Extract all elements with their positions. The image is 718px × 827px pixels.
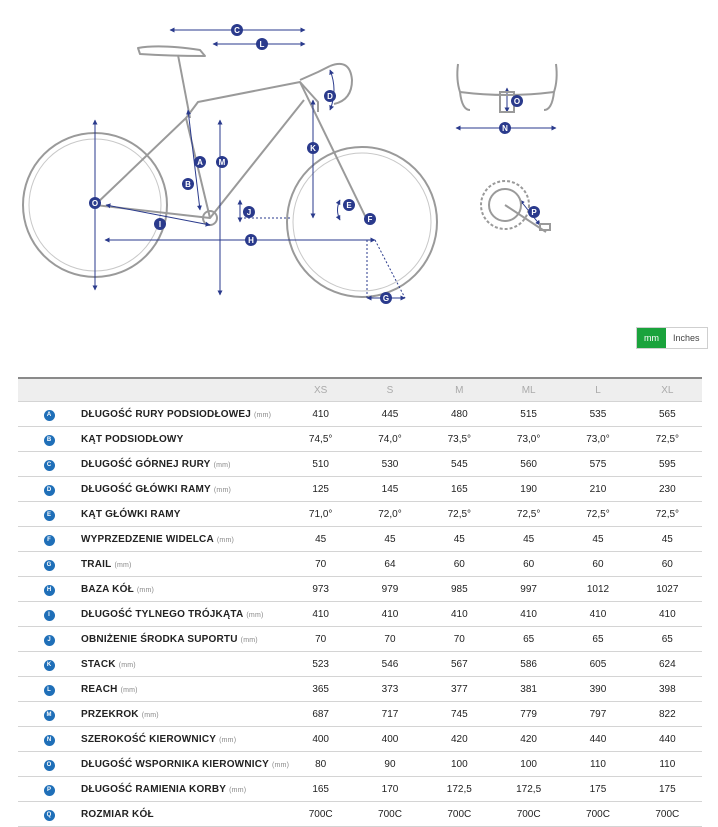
size-header: XL bbox=[633, 378, 702, 402]
table-cell: 172,5 bbox=[494, 777, 563, 802]
row-letter-badge: E bbox=[44, 510, 55, 521]
table-cell: 605 bbox=[563, 652, 632, 677]
row-letter-badge: K bbox=[44, 660, 55, 671]
row-label: DŁUGOŚĆ GÓRNEJ RURY bbox=[81, 458, 211, 470]
table-cell: 565 bbox=[633, 402, 702, 427]
table-cell: 797 bbox=[563, 702, 632, 727]
table-row bbox=[18, 552, 702, 577]
table-cell: 575 bbox=[563, 452, 632, 477]
table-cell: 687 bbox=[286, 702, 355, 727]
letter-J bbox=[243, 206, 255, 218]
table-cell: 523 bbox=[286, 652, 355, 677]
svg-text:L: L bbox=[259, 40, 265, 49]
table-cell: 595 bbox=[633, 452, 702, 477]
table-row bbox=[18, 452, 702, 477]
table-cell: 410 bbox=[494, 602, 563, 627]
table-cell: 170 bbox=[355, 777, 424, 802]
row-letter-badge: O bbox=[44, 760, 55, 771]
front-wheel bbox=[287, 147, 437, 297]
table-cell: 80 bbox=[286, 752, 355, 777]
table-cell: 390 bbox=[563, 677, 632, 702]
table-cell: 175 bbox=[633, 777, 702, 802]
svg-text:E: E bbox=[346, 201, 352, 210]
table-cell: 165 bbox=[425, 477, 494, 502]
table-cell: 45 bbox=[425, 527, 494, 552]
table-cell: 210 bbox=[563, 477, 632, 502]
table-cell: 440 bbox=[633, 727, 702, 752]
letter-E bbox=[343, 199, 355, 211]
table-row bbox=[18, 752, 702, 777]
svg-text:J: J bbox=[246, 208, 252, 217]
letter-O-handlebar bbox=[511, 95, 523, 107]
row-label: BAZA KÓŁ bbox=[81, 583, 134, 595]
row-label: DŁUGOŚĆ TYLNEGO TRÓJKĄTA bbox=[81, 608, 244, 620]
row-letter-badge: P bbox=[44, 785, 55, 796]
table-cell: 60 bbox=[633, 552, 702, 577]
table-cell: 74,5° bbox=[286, 427, 355, 452]
row-letter-badge: B bbox=[44, 435, 55, 446]
table-cell: 997 bbox=[494, 577, 563, 602]
table-cell: 110 bbox=[633, 752, 702, 777]
row-unit: (mm) bbox=[136, 586, 155, 594]
row-letter-badge: H bbox=[44, 585, 55, 596]
table-cell: 72,5° bbox=[633, 427, 702, 452]
table-cell: 700C bbox=[286, 802, 355, 827]
table-cell: 100 bbox=[425, 752, 494, 777]
table-cell: 985 bbox=[425, 577, 494, 602]
row-unit: (mm) bbox=[272, 761, 290, 769]
table-cell: 70 bbox=[286, 552, 355, 577]
table-cell: 700C bbox=[633, 802, 702, 827]
table-cell: 145 bbox=[355, 477, 424, 502]
table-cell: 410 bbox=[286, 602, 355, 627]
table-cell: 973 bbox=[286, 577, 355, 602]
row-label: KĄT PODSIODŁOWY bbox=[81, 433, 184, 445]
row-letter-badge: D bbox=[44, 485, 55, 496]
table-cell: 567 bbox=[425, 652, 494, 677]
svg-text:N: N bbox=[502, 124, 508, 133]
table-cell: 73,0° bbox=[563, 427, 632, 452]
table-cell: 90 bbox=[355, 752, 424, 777]
row-unit: (mm) bbox=[240, 636, 258, 644]
table-cell: 400 bbox=[286, 727, 355, 752]
letter-P bbox=[528, 206, 540, 218]
table-cell: 586 bbox=[494, 652, 563, 677]
row-unit: (mm) bbox=[141, 711, 159, 719]
row-label: ROZMIAR KÓŁ bbox=[81, 808, 154, 820]
table-cell: 420 bbox=[494, 727, 563, 752]
table-cell: 230 bbox=[633, 477, 702, 502]
table-cell: 700C bbox=[425, 802, 494, 827]
letter-L bbox=[256, 38, 268, 50]
row-label: DŁUGOŚĆ GŁÓWKI RAMY bbox=[81, 483, 211, 495]
table-cell: 717 bbox=[355, 702, 424, 727]
svg-text:O: O bbox=[513, 97, 521, 106]
row-label: DŁUGOŚĆ RURY PODSIODŁOWEJ bbox=[81, 408, 252, 420]
row-label: REACH bbox=[81, 683, 118, 695]
table-cell: 400 bbox=[355, 727, 424, 752]
letter-G bbox=[380, 292, 392, 304]
table-cell: 745 bbox=[425, 702, 494, 727]
letter-B bbox=[182, 178, 194, 190]
table-cell: 60 bbox=[563, 552, 632, 577]
table-cell: 410 bbox=[633, 602, 702, 627]
table-cell: 73,0° bbox=[494, 427, 563, 452]
letter-D bbox=[324, 90, 336, 102]
letter-F bbox=[364, 213, 376, 225]
svg-text:D: D bbox=[327, 92, 333, 101]
row-letter-badge: L bbox=[44, 685, 55, 696]
size-header: M bbox=[425, 378, 494, 402]
table-row bbox=[18, 727, 702, 752]
table-cell: 72,5° bbox=[425, 502, 494, 527]
row-label: WYPRZEDZENIE WIDELCA bbox=[81, 533, 214, 545]
table-cell: 365 bbox=[286, 677, 355, 702]
table-cell: 60 bbox=[425, 552, 494, 577]
row-unit: (mm) bbox=[246, 611, 264, 619]
row-unit: (mm) bbox=[120, 686, 138, 694]
table-cell: 779 bbox=[494, 702, 563, 727]
table-row bbox=[18, 652, 702, 677]
table-cell: 440 bbox=[563, 727, 632, 752]
size-header: S bbox=[355, 378, 424, 402]
letter-H bbox=[245, 234, 257, 246]
mm-unit-button[interactable]: mm bbox=[637, 328, 666, 348]
row-letter-badge: F bbox=[44, 535, 55, 546]
svg-text:A: A bbox=[197, 158, 203, 167]
row-label: OBNIŻENIE ŚRODKA SUPORTU bbox=[81, 633, 238, 645]
table-cell: 546 bbox=[355, 652, 424, 677]
row-letter-badge: J bbox=[44, 635, 55, 646]
table-cell: 60 bbox=[494, 552, 563, 577]
row-label: SZEROKOŚĆ KIEROWNICY bbox=[81, 733, 217, 745]
table-cell: 72,5° bbox=[494, 502, 563, 527]
row-letter-badge: A bbox=[44, 410, 55, 421]
row-letter-badge: N bbox=[44, 735, 55, 746]
table-cell: 624 bbox=[633, 652, 702, 677]
row-unit: (mm) bbox=[229, 786, 247, 794]
table-cell: 65 bbox=[563, 627, 632, 652]
table-cell: 560 bbox=[494, 452, 563, 477]
table-cell: 410 bbox=[355, 602, 424, 627]
table-cell: 398 bbox=[633, 677, 702, 702]
svg-text:C: C bbox=[234, 26, 240, 35]
row-letter-badge: G bbox=[44, 560, 55, 571]
table-cell: 373 bbox=[355, 677, 424, 702]
table-cell: 1012 bbox=[563, 577, 632, 602]
table-cell: 73,5° bbox=[425, 427, 494, 452]
svg-text:H: H bbox=[248, 236, 254, 245]
table-row bbox=[18, 602, 702, 627]
crankset-detail bbox=[481, 181, 550, 232]
row-letter-badge: C bbox=[44, 460, 55, 471]
table-cell: 71,0° bbox=[286, 502, 355, 527]
row-label: DŁUGOŚĆ WSPORNIKA KIEROWNICY bbox=[81, 758, 270, 770]
letter-K bbox=[307, 142, 319, 154]
table-cell: 72,5° bbox=[563, 502, 632, 527]
svg-text:M: M bbox=[218, 158, 226, 167]
table-cell: 70 bbox=[286, 627, 355, 652]
table-cell: 410 bbox=[425, 602, 494, 627]
row-letter-badge: Q bbox=[44, 810, 55, 821]
bike-frame bbox=[95, 46, 368, 225]
table-row bbox=[18, 477, 702, 502]
table-cell: 535 bbox=[563, 402, 632, 427]
table-cell: 100 bbox=[494, 752, 563, 777]
letter-C bbox=[231, 24, 243, 36]
row-label: PRZEKROK bbox=[81, 708, 139, 720]
table-cell: 72,5° bbox=[633, 502, 702, 527]
table-cell: 64 bbox=[355, 552, 424, 577]
letter-M bbox=[216, 156, 228, 168]
table-row bbox=[18, 627, 702, 652]
table-row bbox=[18, 502, 702, 527]
bike-geometry-diagram bbox=[0, 0, 718, 330]
table-cell: 45 bbox=[633, 527, 702, 552]
table-cell: 45 bbox=[563, 527, 632, 552]
table-cell: 545 bbox=[425, 452, 494, 477]
table-cell: 125 bbox=[286, 477, 355, 502]
table-cell: 190 bbox=[494, 477, 563, 502]
row-unit: (mm) bbox=[114, 561, 132, 569]
table-cell: 700C bbox=[563, 802, 632, 827]
table-cell: 1027 bbox=[633, 577, 702, 602]
table-cell: 45 bbox=[286, 527, 355, 552]
table-cell: 510 bbox=[286, 452, 355, 477]
svg-text:I: I bbox=[158, 220, 162, 229]
table-row bbox=[18, 427, 702, 452]
row-letter-badge: M bbox=[44, 710, 55, 721]
table-cell: 410 bbox=[563, 602, 632, 627]
table-row bbox=[18, 777, 702, 802]
geometry-table bbox=[18, 377, 702, 827]
table-cell: 172,5 bbox=[425, 777, 494, 802]
table-cell: 70 bbox=[355, 627, 424, 652]
row-unit: (mm) bbox=[118, 661, 136, 669]
svg-text:G: G bbox=[382, 294, 390, 303]
table-cell: 377 bbox=[425, 677, 494, 702]
table-cell: 74,0° bbox=[355, 427, 424, 452]
table-row bbox=[18, 527, 702, 552]
row-unit: (mm) bbox=[254, 411, 272, 419]
table-cell: 515 bbox=[494, 402, 563, 427]
letter-A bbox=[194, 156, 206, 168]
table-cell: 72,0° bbox=[355, 502, 424, 527]
inches-unit-button[interactable]: Inches bbox=[673, 333, 700, 343]
table-cell: 165 bbox=[286, 777, 355, 802]
table-cell: 979 bbox=[355, 577, 424, 602]
row-unit: (mm) bbox=[216, 536, 235, 544]
svg-text:P: P bbox=[531, 208, 537, 217]
letter-N bbox=[499, 122, 511, 134]
table-row bbox=[18, 802, 702, 827]
table-cell: 65 bbox=[494, 627, 563, 652]
table-cell: 445 bbox=[355, 402, 424, 427]
table-cell: 110 bbox=[563, 752, 632, 777]
svg-text:K: K bbox=[310, 144, 316, 153]
svg-text:F: F bbox=[367, 215, 373, 224]
row-unit: (mm) bbox=[213, 486, 232, 494]
table-row bbox=[18, 677, 702, 702]
table-cell: 410 bbox=[286, 402, 355, 427]
row-label: DŁUGOŚĆ RAMIENIA KORBY bbox=[81, 783, 227, 795]
size-header: L bbox=[563, 378, 632, 402]
table-cell: 700C bbox=[494, 802, 563, 827]
table-cell: 700C bbox=[355, 802, 424, 827]
table-cell: 45 bbox=[494, 527, 563, 552]
table-cell: 381 bbox=[494, 677, 563, 702]
row-unit: (mm) bbox=[213, 461, 231, 469]
table-row bbox=[18, 402, 702, 427]
svg-text:B: B bbox=[185, 180, 191, 189]
table-cell: 480 bbox=[425, 402, 494, 427]
table-cell: 45 bbox=[355, 527, 424, 552]
row-label: STACK bbox=[81, 658, 116, 670]
table-cell: 70 bbox=[425, 627, 494, 652]
letter-I bbox=[154, 218, 166, 230]
svg-text:O: O bbox=[91, 199, 99, 208]
table-cell: 420 bbox=[425, 727, 494, 752]
row-letter-badge: I bbox=[44, 610, 55, 621]
row-unit: (mm) bbox=[219, 736, 237, 744]
row-label: TRAIL bbox=[81, 558, 112, 570]
table-cell: 530 bbox=[355, 452, 424, 477]
row-label: KĄT GŁÓWKI RAMY bbox=[81, 508, 181, 520]
table-cell: 65 bbox=[633, 627, 702, 652]
table-header-row bbox=[18, 378, 702, 402]
table-row bbox=[18, 702, 702, 727]
size-header: ML bbox=[494, 378, 563, 402]
table-cell: 822 bbox=[633, 702, 702, 727]
letter-O-diagram bbox=[89, 197, 101, 209]
table-cell: 175 bbox=[563, 777, 632, 802]
size-header: XS bbox=[286, 378, 355, 402]
table-row bbox=[18, 577, 702, 602]
unit-toggle bbox=[636, 327, 708, 349]
